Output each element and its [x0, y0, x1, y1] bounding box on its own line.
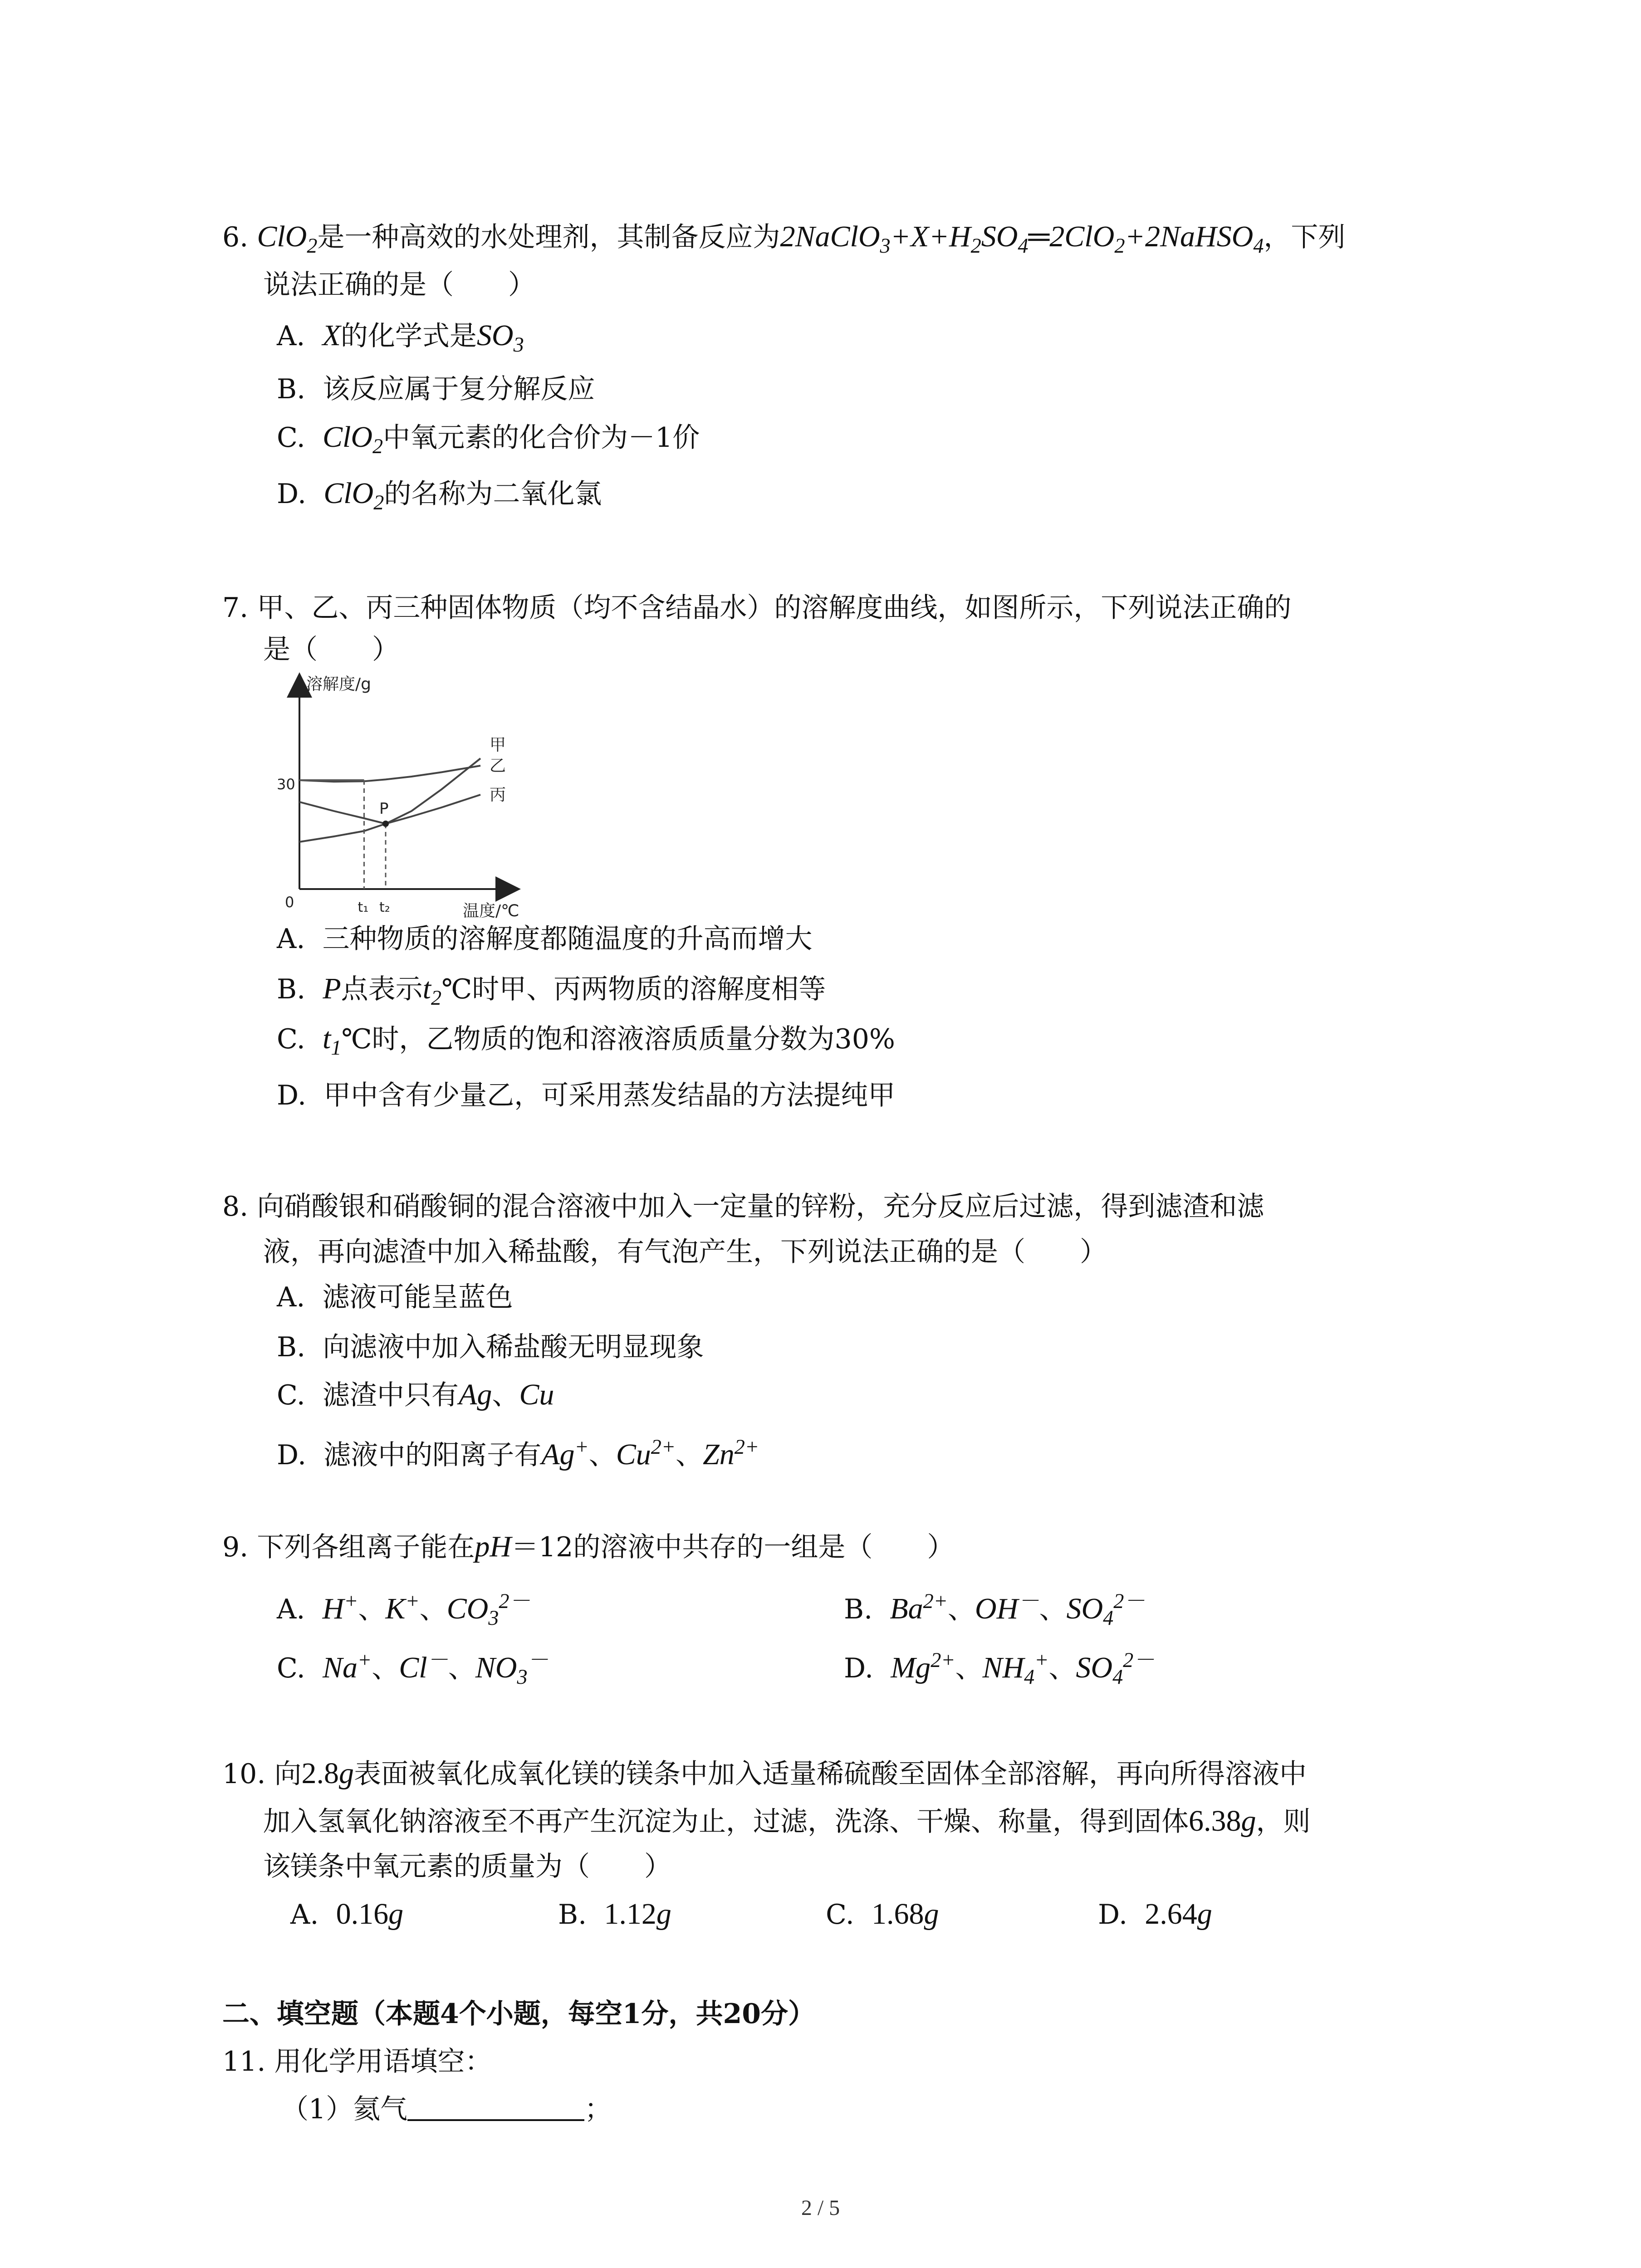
q7-option-d: D. 甲中含有少量乙，可采用蒸发结晶的方法提纯甲	[277, 1080, 896, 1111]
answer-blank[interactable]	[407, 2092, 584, 2121]
series-line-2	[299, 795, 480, 842]
q8-option-d: D. 滤液中的阳离子有Ag+、$Cu^{2+}$、$Zn^{2+}$	[277, 1435, 759, 1471]
q7-option-c: C. $t_1℃$时，乙物质的饱和溶液溶质质量分数为30%	[277, 1022, 895, 1060]
q6-option-a: A. X的化学式是$SO_3$	[277, 319, 524, 357]
y-axis-label: 溶解度/g	[306, 675, 371, 694]
series-label-2: 丙	[490, 786, 506, 804]
q10-option-b: B. 1.12g	[558, 1897, 671, 1931]
q10-option-d: D. 2.64g	[1098, 1897, 1212, 1931]
section-2-title: 二、填空题（本题4个小题，每空1分，共20分）	[222, 1998, 815, 2030]
y-tick-30: 30	[277, 776, 295, 793]
q6-option-d: D. ClO$_2$的名称为二氧化氯	[277, 477, 602, 514]
solubility-chart	[272, 671, 563, 925]
origin-label: 0	[285, 894, 294, 911]
q10-stem-line1: 10. 向2.8g表面被氧化成氧化镁的镁条中加入适量稀硫酸至固体全部溶解，再向所得溶液中	[222, 1757, 1307, 1790]
series-label-0: 甲	[490, 736, 506, 754]
q9-stem: 9. 下列各组离子能在pH＝12的溶液中共存的一组是（ ）	[222, 1530, 955, 1563]
q6-option-b: B. 该反应属于复分解反应	[277, 373, 595, 405]
q8-option-c: C. 滤渣中只有Ag、Cu	[277, 1378, 554, 1411]
x-tick-t2: t₂	[379, 899, 390, 915]
series-label-1: 乙	[490, 757, 506, 775]
q10-stem-line2: 加入氢氧化钠溶液至不再产生沉淀为止，过滤，洗涤、干燥、称量，得到固体6.38g，则	[263, 1804, 1311, 1838]
q7-stem-line1: 7. 甲、乙、丙三种固体物质（均不含结晶水）的溶解度曲线，如图所示，下列说法正确的	[222, 592, 1292, 624]
q9-option-c: C. Na+、Cl－、$NO_3^-$	[277, 1648, 549, 1689]
x-tick-t1: t₁	[358, 899, 369, 915]
x-axis-label: 温度/℃	[463, 902, 519, 920]
q11-sub1: （1）氦气 ；	[281, 2091, 612, 2127]
q10-stem-line3: 该镁条中氧元素的质量为（ ）	[263, 1851, 671, 1882]
q9-option-a: A. H+、K+、$CO_3^{2-}$	[277, 1589, 530, 1630]
q6-option-c: C. ClO$_2$中氧元素的化合价为－1价	[277, 420, 700, 458]
q7-option-a: A. 三种物质的溶解度都随温度的升高而增大	[277, 923, 813, 955]
q6-stem-line2: 说法正确的是（ ）	[263, 269, 535, 301]
q10-option-c: C. 1.68g	[826, 1897, 939, 1931]
q6-stem-line1: 6. ClO$_2$是一种高效的水处理剂，其制备反应为$2NaClO_3+X+H_2SO_4═2ClO_2+2NaHSO_4$，下列	[222, 220, 1346, 258]
q9-option-d: D. $Mg^{2+}$、$NH_4^+$、$SO_4^{2-}$	[844, 1648, 1155, 1689]
q8-option-a: A. 滤液可能呈蓝色	[277, 1281, 513, 1313]
q8-option-b: B. 向滤液中加入稀盐酸无明显现象	[277, 1331, 704, 1363]
q9-option-b: B. $Ba^{2+}$、OH－、$SO_4^{2-}$	[844, 1589, 1145, 1630]
q8-stem-line1: 8. 向硝酸银和硝酸铜的混合溶液中加入一定量的锌粉，充分反应后过滤，得到滤渣和滤	[222, 1191, 1264, 1222]
q10-option-a: A. 0.16g	[290, 1897, 404, 1931]
point-p	[382, 821, 389, 827]
point-p-label: P	[379, 800, 389, 818]
series-line-0	[299, 758, 480, 824]
q11-stem: 11. 用化学用语填空：	[222, 2046, 492, 2077]
page-number: 2 / 5	[801, 2196, 840, 2220]
q7-option-b: B. P点表示$t_2℃$时甲、丙两物质的溶解度相等	[277, 972, 826, 1010]
q7-stem-line2: 是（ ）	[263, 634, 399, 665]
q8-stem-line2: 液，再向滤渣中加入稀盐酸，有气泡产生，下列说法正确的是（ ）	[263, 1236, 1107, 1268]
